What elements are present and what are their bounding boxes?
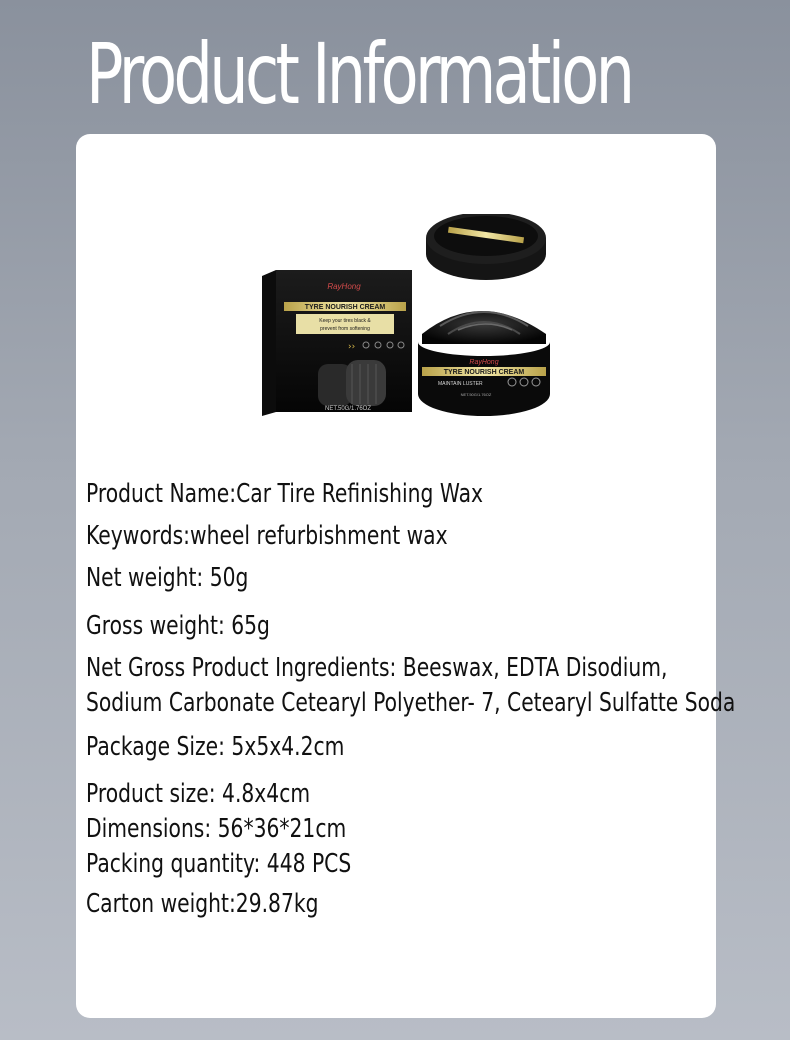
- page-title: Product Information: [86, 25, 632, 123]
- jar-lid: [426, 214, 546, 280]
- packing-quantity: Packing quantity: 448 PCS: [86, 849, 352, 879]
- product-name: Product Name:Car Tire Refinishing Wax: [86, 479, 484, 509]
- product-info-card: [76, 134, 736, 1018]
- ingredients-line-2: Sodium Carbonate Cetearyl Polyether- 7, Cetearyl Sulfatte Soda: [86, 688, 736, 718]
- product-box: [262, 270, 412, 416]
- product-jar: [418, 311, 550, 416]
- package-size: Package Size: 5x5x4.2cm: [86, 732, 345, 762]
- box-net-weight: NET.50G/1.76OZ: [324, 406, 372, 412]
- product-size: Product size: 4.8x4cm: [86, 779, 311, 809]
- box-tagline-1: Keep your tires black &: [319, 318, 371, 324]
- carton-weight: Carton weight:29.87kg: [86, 889, 319, 919]
- ingredients-line-1: Net Gross Product Ingredients: Beeswax, EDTA Disodium,: [86, 653, 668, 683]
- box-tagline-2: prevent from softening: [320, 326, 370, 332]
- jar-net-weight: NET.50G/1.76OZ: [460, 392, 492, 397]
- gross-weight: Gross weight: 65g: [86, 611, 270, 641]
- product-image: [262, 214, 552, 426]
- box-title: TYRE NOURISH CREAM: [304, 304, 386, 311]
- dimensions: Dimensions: 56*36*21cm: [86, 814, 347, 844]
- jar-tagline: MAINTAIN LUSTER: [438, 381, 483, 387]
- keywords: Keywords:wheel refurbishment wax: [86, 521, 448, 551]
- box-brand-logo: RayHong: [327, 282, 361, 291]
- ingredients: [86, 651, 735, 721]
- jar-brand-logo: RayHong: [469, 359, 499, 366]
- tire-illustration: [318, 360, 386, 406]
- chevron-icon: ››: [348, 342, 356, 352]
- net-weight: Net weight: 50g: [86, 563, 249, 593]
- jar-title: TYRE NOURISH CREAM: [443, 369, 525, 376]
